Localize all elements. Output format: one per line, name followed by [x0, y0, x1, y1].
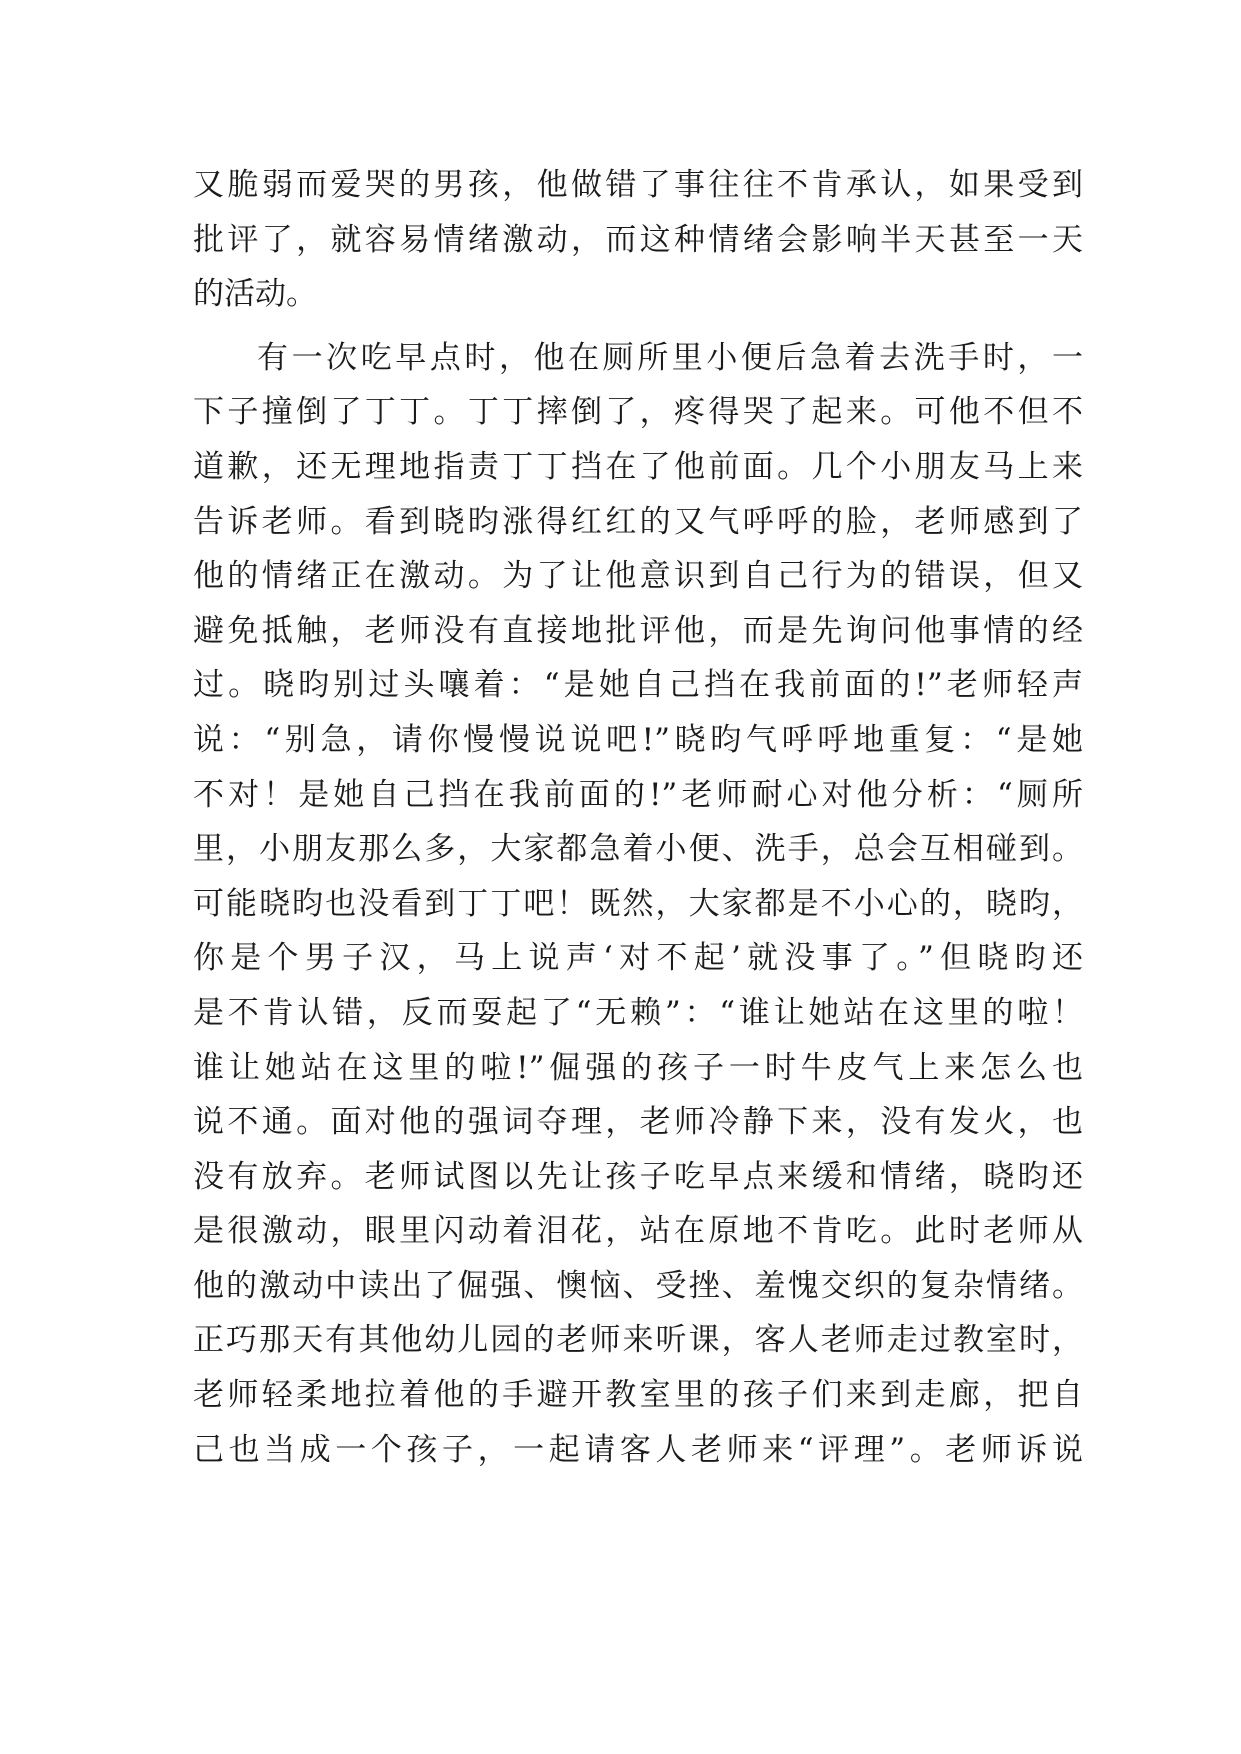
paragraph-2	[193, 331, 1083, 1477]
text-line: 的活动。	[193, 276, 317, 313]
paragraph-1	[193, 158, 1083, 322]
text-line: 说不通。面对他的强词夺理，老师冷静下来，没有发火，也	[193, 1104, 1083, 1141]
text-line: 他的情绪正在激动。为了让他意识到自己行为的错误，但又	[193, 558, 1083, 595]
text-line: 是不肯认错，反而耍起了“无赖”：“谁让她站在这里的啦！	[193, 994, 1083, 1031]
text-line: 过。晓昀别过头嚷着：“是她自己挡在我前面的!”老师轻声	[193, 667, 1083, 704]
text-line: 老师轻柔地拉着他的手避开教室里的孩子们来到走廊，把自	[193, 1377, 1083, 1414]
text-line: 他的激动中读出了倔强、懊恼、受挫、羞愧交织的复杂情绪。	[193, 1267, 1083, 1304]
text-line: 是很激动，眼里闪动着泪花，站在原地不肯吃。此时老师从	[193, 1213, 1083, 1250]
text-line: 里，小朋友那么多，大家都急着小便、洗手，总会互相碰到。	[193, 831, 1083, 868]
text-line: 不对！是她自己挡在我前面的!”老师耐心对他分析：“厕所	[193, 776, 1083, 813]
text-line: 批评了，就容易情绪激动，而这种情绪会影响半天甚至一天	[193, 221, 1083, 258]
text-line: 有一次吃早点时，他在厕所里小便后急着去洗手时，一	[257, 339, 1083, 376]
text-line: 下子撞倒了丁丁。丁丁摔倒了，疼得哭了起来。可他不但不	[193, 394, 1083, 431]
text-line: 正巧那天有其他幼儿园的老师来听课，客人老师走过教室时，	[193, 1322, 1083, 1359]
body-text	[193, 158, 1083, 1477]
text-line: 又脆弱而爱哭的男孩，他做错了事往往不肯承认，如果受到	[193, 167, 1083, 203]
text-line: 告诉老师。看到晓昀涨得红红的又气呼呼的脸，老师感到了	[193, 503, 1083, 540]
text-line: 说：“别急，请你慢慢说说吧!”晓昀气呼呼地重复：“是她	[193, 721, 1083, 758]
text-line: 可能晓昀也没看到丁丁吧！既然，大家都是不小心的，晓昀，	[193, 885, 1083, 922]
text-line: 你是个男子汉，马上说声‘对不起’就没事了。”但晓昀还	[193, 940, 1083, 977]
text-line: 道歉，还无理地指责丁丁挡在了他前面。几个小朋友马上来	[193, 448, 1083, 485]
text-line: 己也当成一个孩子，一起请客人老师来“评理”。老师诉说	[193, 1431, 1083, 1468]
text-line: 谁让她站在这里的啦!”倔强的孩子一时牛皮气上来怎么也	[193, 1049, 1083, 1086]
text-line: 没有放弃。老师试图以先让孩子吃早点来缓和情绪，晓昀还	[193, 1158, 1083, 1195]
text-line: 避免抵触，老师没有直接地批评他，而是先询问他事情的经	[193, 612, 1083, 649]
